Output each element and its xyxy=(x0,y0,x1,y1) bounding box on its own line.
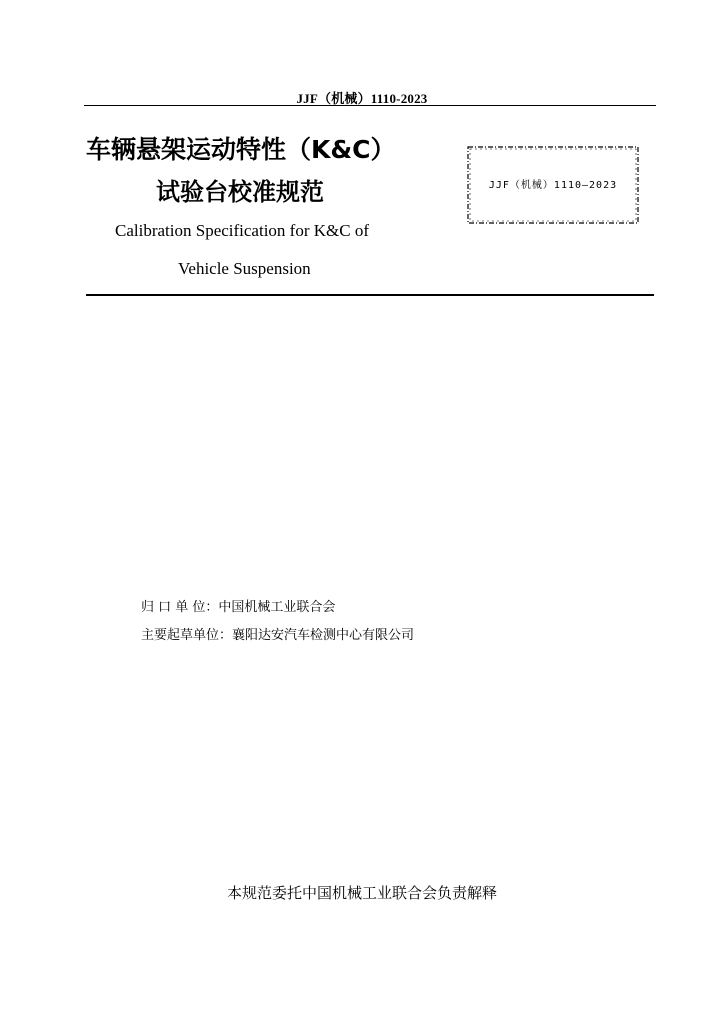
interpretation-note: 本规范委托中国机械工业联合会负责解释 xyxy=(226,884,497,902)
title-chinese-line-2: 试验台校准规范 xyxy=(156,178,324,206)
title-chinese-line-1: 车辆悬架运动特性（K&C） xyxy=(86,135,396,164)
drafting-unit-value: 襄阳达安汽车检测中心有限公司 xyxy=(232,628,415,643)
header-divider xyxy=(84,105,656,106)
document-code-header: JJF（机械）1110-2023 xyxy=(296,91,428,106)
title-english-line-2: Vehicle Suspension xyxy=(178,259,311,278)
responsible-unit-label: 归 口 单 位： xyxy=(141,600,219,615)
info-row-responsible-unit xyxy=(141,596,335,615)
title-divider xyxy=(86,294,654,296)
title-english-line-1: Calibration Specification for K&C of xyxy=(115,221,369,240)
drafting-unit-label: 主要起草单位： xyxy=(141,628,233,643)
responsible-unit-value: 中国机械工业联合会 xyxy=(218,600,336,615)
code-stamp-box xyxy=(465,144,641,226)
stamp-code-text: JJF（机械）1110—2023 xyxy=(488,180,618,191)
info-row-drafting-unit xyxy=(141,624,414,643)
